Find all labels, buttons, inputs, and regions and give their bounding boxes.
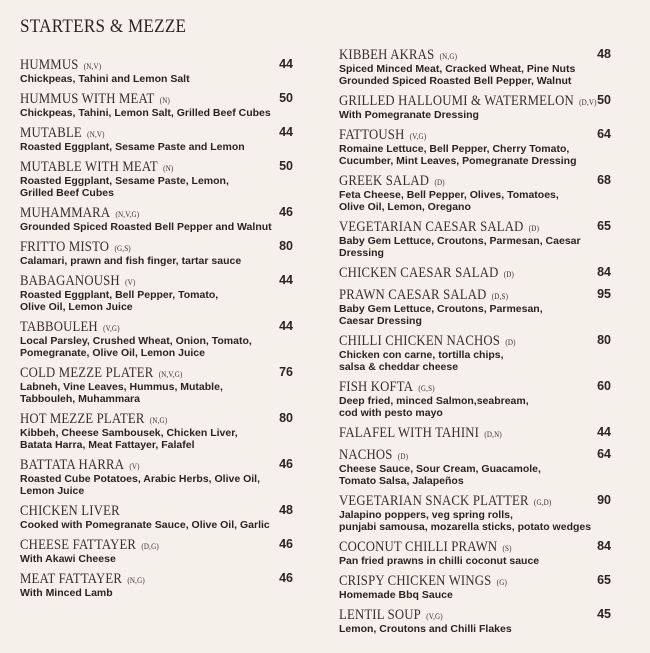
menu-item-name bbox=[20, 365, 182, 383]
dietary-tag: (N,V) bbox=[87, 130, 105, 139]
dietary-tag: (V) bbox=[125, 278, 136, 287]
menu-item bbox=[339, 264, 611, 281]
dietary-tag: (G,D) bbox=[533, 498, 552, 507]
dietary-tag: (D,N) bbox=[484, 430, 502, 439]
menu-item bbox=[339, 538, 611, 567]
dietary-tag: (G,S) bbox=[114, 244, 131, 253]
menu-item bbox=[339, 446, 611, 487]
menu-item-name bbox=[339, 47, 457, 65]
menu-item-description: Roasted Eggplant, Sesame Paste and Lemon bbox=[20, 141, 245, 153]
menu-item-name bbox=[20, 57, 101, 75]
menu-item-name-text: NACHOS bbox=[339, 447, 393, 463]
menu-item-name-text: FRITTO MISTO bbox=[20, 239, 110, 255]
menu-item bbox=[20, 364, 293, 405]
menu-item-name-text: GRILLED HALLOUMI & WATERMELON bbox=[339, 93, 574, 109]
menu-item-name-text: VEGETARIAN CAESAR SALAD bbox=[339, 219, 524, 235]
menu-item-price: 46 bbox=[279, 205, 293, 219]
dietary-tag: (N,G) bbox=[149, 416, 168, 425]
menu-item-title-row bbox=[20, 90, 293, 107]
menu-item-name-text: FALAFEL WITH TAHINI bbox=[339, 425, 480, 441]
dietary-tag: (D) bbox=[503, 270, 515, 279]
menu-item-name-text: VEGETARIAN SNACK PLATTER bbox=[339, 493, 529, 509]
menu-item-name-text: KIBBEH AKRAS bbox=[339, 47, 435, 63]
menu-item-title-row bbox=[20, 502, 293, 519]
menu-item-name bbox=[20, 457, 140, 475]
menu-item-title-row bbox=[339, 378, 611, 395]
menu-item-title-row bbox=[20, 238, 293, 255]
menu-item-description: Roasted Eggplant, Bell Pepper, Tomato, Olive Oil, Lemon Juice bbox=[20, 289, 219, 313]
menu-item-name bbox=[20, 205, 139, 223]
menu-item-name-text: MUTABLE bbox=[20, 125, 82, 141]
menu-item-description: Local Parsley, Crushed Wheat, Onion, Tomato, Pomegranate, Olive Oil, Lemon Juice bbox=[20, 335, 252, 359]
dietary-tag: (G,S) bbox=[418, 384, 435, 393]
menu-item-price: 80 bbox=[597, 333, 611, 347]
menu-item bbox=[20, 124, 293, 153]
dietary-tag: (D) bbox=[505, 338, 516, 347]
menu-item-name-text: MUHAMMARA bbox=[20, 205, 111, 221]
menu-item-name bbox=[20, 239, 131, 257]
menu-item-name-text: HUMMUS bbox=[20, 57, 79, 73]
menu-item-price: 90 bbox=[597, 493, 611, 507]
menu-item-description: Homemade Bbq Sauce bbox=[339, 589, 453, 601]
menu-item-title-row bbox=[20, 364, 293, 381]
menu-item-name bbox=[339, 607, 443, 625]
menu-item-description: With Pomegranate Dressing bbox=[339, 109, 479, 121]
menu-item-price: 84 bbox=[597, 265, 611, 279]
menu-item-name bbox=[339, 265, 514, 283]
menu-item-price: 50 bbox=[279, 91, 293, 105]
menu-item-description: Labneh, Vine Leaves, Hummus, Mutable, Tabbouleh, Muhammara bbox=[20, 381, 223, 405]
menu-item-description: Calamari, prawn and fish finger, tartar sauce bbox=[20, 255, 242, 267]
menu-item bbox=[20, 56, 293, 85]
dietary-tag: (V,G) bbox=[103, 324, 120, 333]
menu-item-price: 64 bbox=[597, 127, 611, 141]
dietary-tag: (N) bbox=[159, 96, 171, 105]
menu-item-price: 95 bbox=[597, 287, 611, 301]
menu-item-description: Baby Gem Lettuce, Croutons, Parmesan, Caesar Dressing bbox=[339, 235, 581, 259]
dietary-tag: (D) bbox=[528, 224, 540, 233]
dietary-tag: (D,S) bbox=[491, 292, 509, 301]
menu-item-description: Chickpeas, Tahini and Lemon Salt bbox=[20, 73, 190, 85]
menu-item-price: 80 bbox=[279, 239, 293, 253]
menu-item-title-row bbox=[339, 46, 611, 63]
menu-item-price: 48 bbox=[597, 47, 611, 61]
menu-item bbox=[339, 126, 611, 167]
dietary-tag: (N,V) bbox=[83, 62, 102, 71]
menu-item-description: Pan fried prawns in chilli coconut sauce bbox=[339, 555, 540, 567]
menu-item bbox=[20, 238, 293, 267]
menu-item-description: Chickpeas, Tahini, Lemon Salt, Grilled Beef Cubes bbox=[20, 107, 271, 119]
menu-item bbox=[20, 502, 293, 531]
menu-item-description: Jalapino poppers, veg spring rolls, punjabi samousa, mozarella sticks, potato wedges bbox=[339, 509, 592, 533]
menu-item-price: 44 bbox=[279, 319, 293, 333]
menu-item-price: 65 bbox=[597, 219, 611, 233]
menu-item bbox=[339, 572, 611, 601]
menu-item-title-row bbox=[20, 410, 293, 427]
menu-item bbox=[339, 424, 611, 441]
dietary-tag: (V,G) bbox=[409, 132, 427, 141]
menu-item bbox=[20, 272, 293, 313]
menu-item-title-row bbox=[339, 424, 611, 441]
menu-item-title-row bbox=[20, 124, 293, 141]
menu-item-price: 50 bbox=[597, 93, 611, 107]
menu-item-title-row bbox=[20, 456, 293, 473]
menu-item-name bbox=[20, 91, 170, 109]
menu-item-name-text: MUTABLE WITH MEAT bbox=[20, 159, 158, 175]
menu-item-name bbox=[339, 93, 597, 111]
dietary-tag: (G) bbox=[496, 578, 507, 587]
menu-item-name-text: CHICKEN LIVER bbox=[20, 503, 120, 519]
menu-item-description: Roasted Cube Potatoes, Arabic Herbs, Olive Oil, Lemon Juice bbox=[20, 473, 261, 497]
menu-item-price: 76 bbox=[279, 365, 293, 379]
menu-item-price: 50 bbox=[279, 159, 293, 173]
menu-item-description: With Akawi Cheese bbox=[20, 553, 116, 565]
menu-item-price: 44 bbox=[597, 425, 611, 439]
menu-column-left bbox=[20, 56, 293, 604]
menu-item-price: 46 bbox=[279, 537, 293, 551]
menu-item-title-row bbox=[339, 172, 611, 189]
menu-item-title-row bbox=[20, 570, 293, 587]
dietary-tag: (S) bbox=[502, 544, 512, 553]
menu-item-title-row bbox=[339, 218, 611, 235]
menu-item-price: 45 bbox=[597, 607, 611, 621]
menu-item-price: 84 bbox=[597, 539, 611, 553]
menu-item-name-text: COLD MEZZE PLATER bbox=[20, 365, 154, 381]
menu-item-description: Grounded Spiced Roasted Bell Pepper and Walnut bbox=[20, 221, 272, 233]
menu-item-title-row bbox=[20, 158, 293, 175]
menu-item bbox=[20, 90, 293, 119]
menu-item-price: 44 bbox=[279, 273, 293, 287]
menu-item-title-row bbox=[20, 56, 293, 73]
menu-item-price: 46 bbox=[279, 457, 293, 471]
menu-item-title-row bbox=[339, 264, 611, 281]
menu-item-price: 46 bbox=[279, 571, 293, 585]
menu-column-right bbox=[339, 46, 611, 640]
menu-item bbox=[20, 536, 293, 565]
dietary-tag: (N,V,G) bbox=[158, 370, 183, 379]
menu-item-name-text: FATTOUSH bbox=[339, 127, 405, 143]
menu-item-name bbox=[20, 537, 159, 555]
menu-item-description: Romaine Lettuce, Bell Pepper, Cherry Tomato, Cucumber, Mint Leaves, Pomegranate Dressing bbox=[339, 143, 577, 167]
menu-item-title-row bbox=[20, 272, 293, 289]
menu-item-name bbox=[339, 493, 551, 511]
menu-item-name bbox=[339, 219, 539, 237]
menu-item bbox=[339, 218, 611, 259]
menu-item-name bbox=[339, 173, 445, 191]
dietary-tag: (N) bbox=[163, 164, 174, 173]
menu-item bbox=[339, 332, 611, 373]
menu-item bbox=[20, 204, 293, 233]
menu-item bbox=[339, 606, 611, 635]
menu-item-name-text: GREEK SALAD bbox=[339, 173, 430, 189]
menu-item-name-text: COCONUT CHILLI PRAWN bbox=[339, 539, 498, 555]
menu-item-title-row bbox=[20, 536, 293, 553]
menu-item bbox=[339, 46, 611, 87]
menu-item bbox=[339, 92, 611, 121]
menu-item-title-row bbox=[20, 318, 293, 335]
menu-item-name bbox=[339, 539, 512, 557]
menu-item-price: 44 bbox=[279, 57, 293, 71]
menu-item-price: 80 bbox=[279, 411, 293, 425]
menu-item-name-text: MEAT FATTAYER bbox=[20, 571, 123, 587]
menu-item-description: Lemon, Croutons and Chilli Flakes bbox=[339, 623, 512, 635]
menu-item-name-text: HUMMUS WITH MEAT bbox=[20, 91, 155, 107]
menu-item-title-row bbox=[339, 92, 611, 109]
menu-item-name bbox=[20, 319, 120, 337]
menu-item-name bbox=[339, 573, 507, 591]
menu-item-name-text: PRAWN CAESAR SALAD bbox=[339, 287, 487, 303]
menu-item-name-text: HOT MEZZE PLATER bbox=[20, 411, 145, 427]
dietary-tag: (N,G) bbox=[439, 52, 458, 61]
menu-item-title-row bbox=[339, 332, 611, 349]
menu-item bbox=[20, 410, 293, 451]
menu-item-title-row bbox=[339, 606, 611, 623]
menu-item bbox=[339, 378, 611, 419]
menu-item-name-text: CHEESE FATTAYER bbox=[20, 537, 137, 553]
menu-item-title-row bbox=[339, 126, 611, 143]
menu-item-name bbox=[20, 571, 145, 589]
menu-item-name-text: LENTIL SOUP bbox=[339, 607, 421, 623]
menu-item bbox=[20, 158, 293, 199]
menu-item-name-text: TABBOULEH bbox=[20, 319, 98, 335]
dietary-tag: (V,G) bbox=[426, 612, 443, 621]
menu-item-description: Kibbeh, Cheese Sambousek, Chicken Liver, Batata Harra, Meat Fattayer, Falafel bbox=[20, 427, 238, 451]
dietary-tag: (N,V,G) bbox=[115, 210, 140, 219]
dietary-tag: (D,G) bbox=[141, 542, 159, 551]
menu-item-name bbox=[20, 503, 125, 521]
menu-item-price: 60 bbox=[597, 379, 611, 393]
dietary-tag: (D) bbox=[397, 452, 409, 461]
menu-item bbox=[20, 456, 293, 497]
menu-item-description: Baby Gem Lettuce, Croutons, Parmesan, Caesar Dressing bbox=[339, 303, 543, 327]
menu-item-name bbox=[339, 333, 516, 351]
menu-item-name bbox=[339, 127, 426, 145]
menu-item-name bbox=[20, 159, 173, 177]
menu-item-name-text: BATTATA HARRA bbox=[20, 457, 125, 473]
menu-item-price: 68 bbox=[597, 173, 611, 187]
menu-item-description: Cheese Sauce, Sour Cream, Guacamole, Tomato Salsa, Jalapeños bbox=[339, 463, 541, 487]
menu-item-name-text: CHICKEN CAESAR SALAD bbox=[339, 265, 499, 281]
menu-item-name bbox=[339, 379, 435, 397]
menu-item-description: Deep fried, minced Salmon,seabream, cod with pesto mayo bbox=[339, 395, 529, 419]
menu-item-description: Cooked with Pomegranate Sauce, Olive Oil, Garlic bbox=[20, 519, 270, 531]
dietary-tag: (N,G) bbox=[127, 576, 145, 585]
menu-item-description: Chicken con carne, tortilla chips, salsa & cheddar cheese bbox=[339, 349, 504, 373]
menu-item-title-row bbox=[339, 572, 611, 589]
menu-item-title-row bbox=[339, 286, 611, 303]
menu-item bbox=[339, 492, 611, 533]
menu-item-description: Roasted Eggplant, Sesame Paste, Lemon, Grilled Beef Cubes bbox=[20, 175, 229, 199]
menu-item-title-row bbox=[20, 204, 293, 221]
menu-item-name bbox=[20, 411, 167, 429]
menu-item bbox=[20, 318, 293, 359]
dietary-tag: (D) bbox=[434, 178, 445, 187]
menu-item-description: With Minced Lamb bbox=[20, 587, 113, 599]
menu-item bbox=[20, 570, 293, 599]
dietary-tag: (D,V) bbox=[579, 98, 597, 107]
menu-item-name bbox=[339, 447, 408, 465]
menu-item-title-row bbox=[339, 446, 611, 463]
menu-item bbox=[339, 286, 611, 327]
menu-item-price: 64 bbox=[597, 447, 611, 461]
menu-item-title-row bbox=[339, 538, 611, 555]
menu-item-price: 65 bbox=[597, 573, 611, 587]
section-heading: STARTERS & MEZZE bbox=[20, 16, 187, 37]
menu-item-description: Feta Cheese, Bell Pepper, Olives, Tomatoes, Olive Oil, Lemon, Oregano bbox=[339, 189, 559, 213]
menu-item-description: Spiced Minced Meat, Cracked Wheat, Pine Nuts Grounded Spiced Roasted Bell Pepper, Walnut bbox=[339, 63, 576, 87]
menu-item-name bbox=[339, 287, 508, 305]
menu-item-name-text: BABAGANOUSH bbox=[20, 273, 120, 289]
menu-item-name-text: CRISPY CHICKEN WINGS bbox=[339, 573, 492, 589]
menu-item-title-row bbox=[339, 492, 611, 509]
menu-item-price: 44 bbox=[279, 125, 293, 139]
menu-item bbox=[339, 172, 611, 213]
menu-item-name bbox=[20, 125, 105, 143]
menu-item-price: 48 bbox=[279, 503, 293, 517]
menu-item-name bbox=[339, 425, 502, 443]
menu-item-name bbox=[20, 273, 135, 291]
menu-item-name-text: CHILLI CHICKEN NACHOS bbox=[339, 333, 501, 349]
menu-item-name-text: FISH KOFTA bbox=[339, 379, 414, 395]
dietary-tag: (V) bbox=[129, 462, 140, 471]
